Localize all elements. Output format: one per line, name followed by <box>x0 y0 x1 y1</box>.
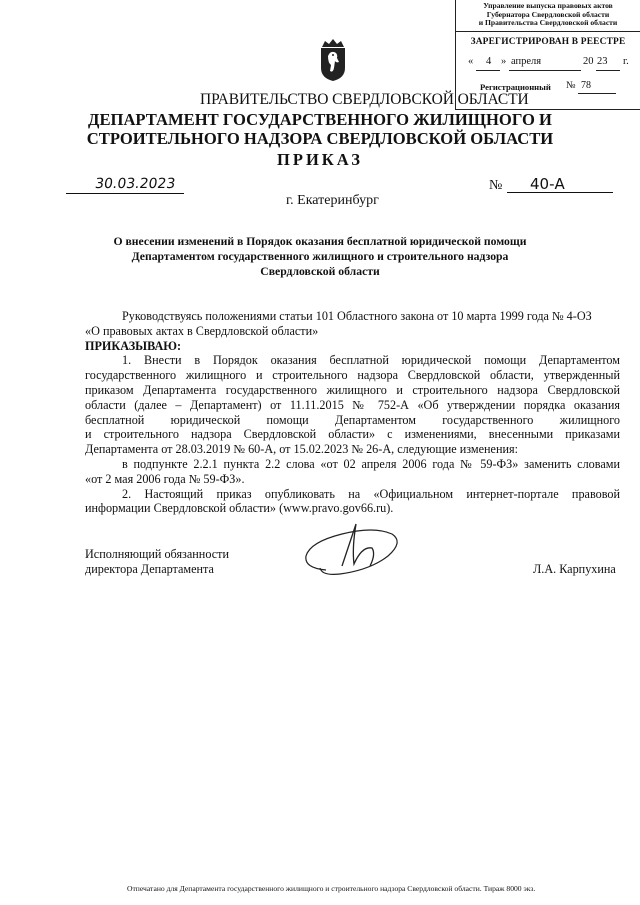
number-underline <box>507 192 613 193</box>
stamp-day: 4 <box>486 55 492 67</box>
stamp-year-line <box>596 70 620 71</box>
stamp-year-abbr: г. <box>623 55 629 67</box>
stamp-reg-label: Регистрационный <box>480 81 551 92</box>
item1-line: бесплатной юридической помощи Департаментом государственного жилищного <box>85 412 620 427</box>
city: г. Екатеринбург <box>286 193 379 208</box>
handwritten-signature <box>296 518 406 580</box>
item1-line: приказом Департамента государственного жилищного и строительного надзора Свердловской <box>85 382 620 397</box>
title-line: Департаментом государственного жилищного и строительного надзора <box>131 250 509 263</box>
item1-line: и строительного надзора Свердловской области» с изменениями, внесенными приказами <box>85 427 620 442</box>
stamp-day-line <box>476 70 500 71</box>
number-sign: № <box>489 178 503 193</box>
sub1-line: в подпункте 2.2.1 пункта 2.2 слова «от 02 апреля 2006 года № 59-ФЗ» заменить словами <box>122 456 620 471</box>
stamp-month-line <box>509 70 581 71</box>
coat-of-arms-icon <box>319 38 347 82</box>
stamp-date <box>456 56 640 72</box>
item1-line: области (далее – Департамент) от 11.11.2015 № 752-А «Об утверждении порядка оказания <box>85 397 620 412</box>
stamp-header-line: Управление выпуска правовых актов <box>483 1 613 10</box>
stamp-year-suffix: 23 <box>597 55 608 67</box>
stamp-reg-line <box>578 93 616 94</box>
signatory-name: Л.А. Карпухина <box>533 562 616 576</box>
department-name-line1: ДЕПАРТАМЕНТ ГОСУДАРСТВЕННОГО ЖИЛИЩНОГО И <box>88 110 552 129</box>
item1-line: 1. Внести в Порядок оказания бесплатной юридической помощи Департаментом <box>122 353 620 368</box>
stamp-header-line: Губернатора Свердловской области <box>486 9 610 19</box>
order-word: ПРИКАЗЫВАЮ: <box>85 338 182 353</box>
stamp-reg-number-value: 78 <box>581 79 591 91</box>
stamp-quote-open: « <box>468 55 474 67</box>
stamp-registered-label: ЗАРЕГИСТРИРОВАН В РЕЕСТРЕ <box>470 36 626 47</box>
title-line: О внесении изменений в Порядок оказания бесплатной юридической помощи <box>113 235 527 248</box>
stamp-header <box>456 0 640 32</box>
stamp-month: апреля <box>511 55 542 67</box>
intro-line: Руководствуясь положениями статьи 101 Областного закона от 10 марта 1999 года № 4-ОЗ <box>122 309 592 323</box>
signatory-position <box>85 547 229 577</box>
order-date: 30.03.2023 <box>93 176 177 192</box>
item1-line: государственного жилищного и строительного надзора Свердловской области, утвержденный <box>85 368 620 383</box>
position-line: директора Департамента <box>85 562 214 576</box>
intro-line: «О правовых актах в Свердловской области» <box>85 323 319 338</box>
order-number: 40-А <box>530 175 565 193</box>
department-name-line2: СТРОИТЕЛЬНОГО НАДЗОРА СВЕРДЛОВСКОЙ ОБЛАСТИ <box>86 129 554 148</box>
stamp-quote-close: » <box>501 55 507 67</box>
item2-line: 2. Настоящий приказ опубликовать на «Официальном интернет-портале правовой <box>122 486 620 501</box>
order-title <box>0 234 640 279</box>
sub1-line: «от 2 мая 2006 года № 59-ФЗ». <box>85 471 245 486</box>
stamp-header-line: и Правительства Свердловской области <box>478 18 618 28</box>
print-footer: Отпечатано для Департамента государственного жилищного и строительного надзора Свердловской области. Тираж 8000 экз. <box>127 884 536 893</box>
order-body <box>85 309 620 516</box>
stamp-year-prefix: 20 <box>583 55 594 67</box>
item2-line: информации Свердловской области» (www.pravo.gov66.ru). <box>85 501 394 516</box>
item1-line: Департамента от 28.03.2019 № 60-А, от 15.02.2023 № 26-А, следующие изменения: <box>85 442 518 457</box>
document-type: ПРИКАЗ <box>277 150 363 169</box>
stamp-no-sign: № <box>566 79 576 91</box>
date-underline <box>66 193 184 194</box>
position-line: Исполняющий обязанности <box>85 547 229 561</box>
government-name: ПРАВИТЕЛЬСТВО СВЕРДЛОВСКОЙ ОБЛАСТИ <box>200 91 529 108</box>
title-line: Свердловской области <box>260 265 380 278</box>
